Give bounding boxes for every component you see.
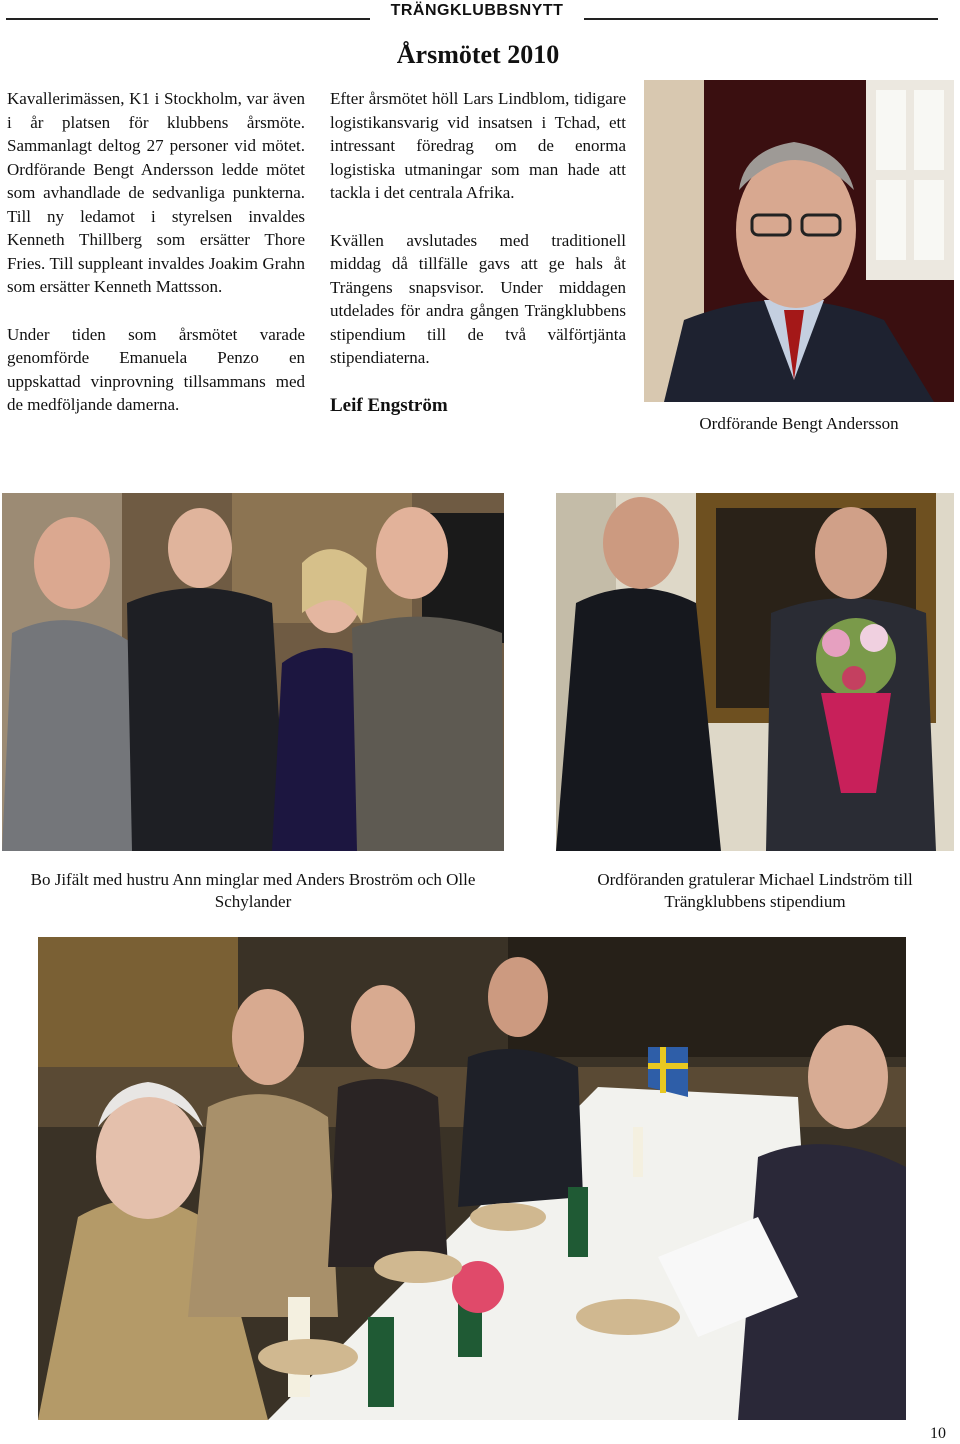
article-column-middle xyxy=(330,87,626,417)
paragraph: Kavallerimässen, K1 i Stockholm, var även i år platsen för klubbens årsmöte. Sammanlagt deltog 27 personer vid mötet. Ordförande Bengt Andersson ledde mötet som avhandlade de sedvanliga punkterna. Till ny ledamot i styrelsen invaldes Kenneth Thillberg som ersätter Thore Fries. Till suppleant invaldes Joakim Grahn som ersätter Kenneth Mattsson. xyxy=(7,89,305,296)
article-title: Årsmötet 2010 xyxy=(396,40,560,69)
award-caption: Ordföranden gratulerar Michael Lindström till Trängklubbens stipendium xyxy=(597,870,913,911)
author-signature: Leif Engström xyxy=(330,394,448,416)
page-number: 10 xyxy=(930,1425,946,1442)
paragraph: Under tiden som årsmötet varade genomförde Emanuela Penzo en uppskattad vinprovning tillsammans med de medföljande damerna. xyxy=(7,324,305,414)
paragraph: Kvällen avslutades med traditionell middag då tillfälle gavs att ge hals åt Trängens snapsvisor. Under middagen utdelades för andra gången Trängklubbens stipendium till de två välförtjänta stipendiaterna. xyxy=(330,230,626,367)
paragraph: Efter årsmötet höll Lars Lindblom, tidigare logistikansvarig vid insatsen i Tchad, ett intressant föredrag om de enorma logistiska utmaningar som man hade att tackla i det centrala Afrika. xyxy=(330,89,626,202)
header-rule-right xyxy=(584,18,938,20)
section-header: TRÄNGKLUBBSNYTT xyxy=(390,2,564,19)
portrait-caption: Ordförande Bengt Andersson xyxy=(699,414,899,433)
portrait-photo xyxy=(644,80,954,402)
article-column-left xyxy=(7,87,305,441)
header-rule-left xyxy=(6,18,370,20)
award-photo xyxy=(556,493,954,851)
group-photo xyxy=(2,493,504,851)
dinner-photo xyxy=(38,937,906,1420)
group-caption: Bo Jifält med hustru Ann minglar med Anders Broström och Olle Schylander xyxy=(30,870,476,911)
